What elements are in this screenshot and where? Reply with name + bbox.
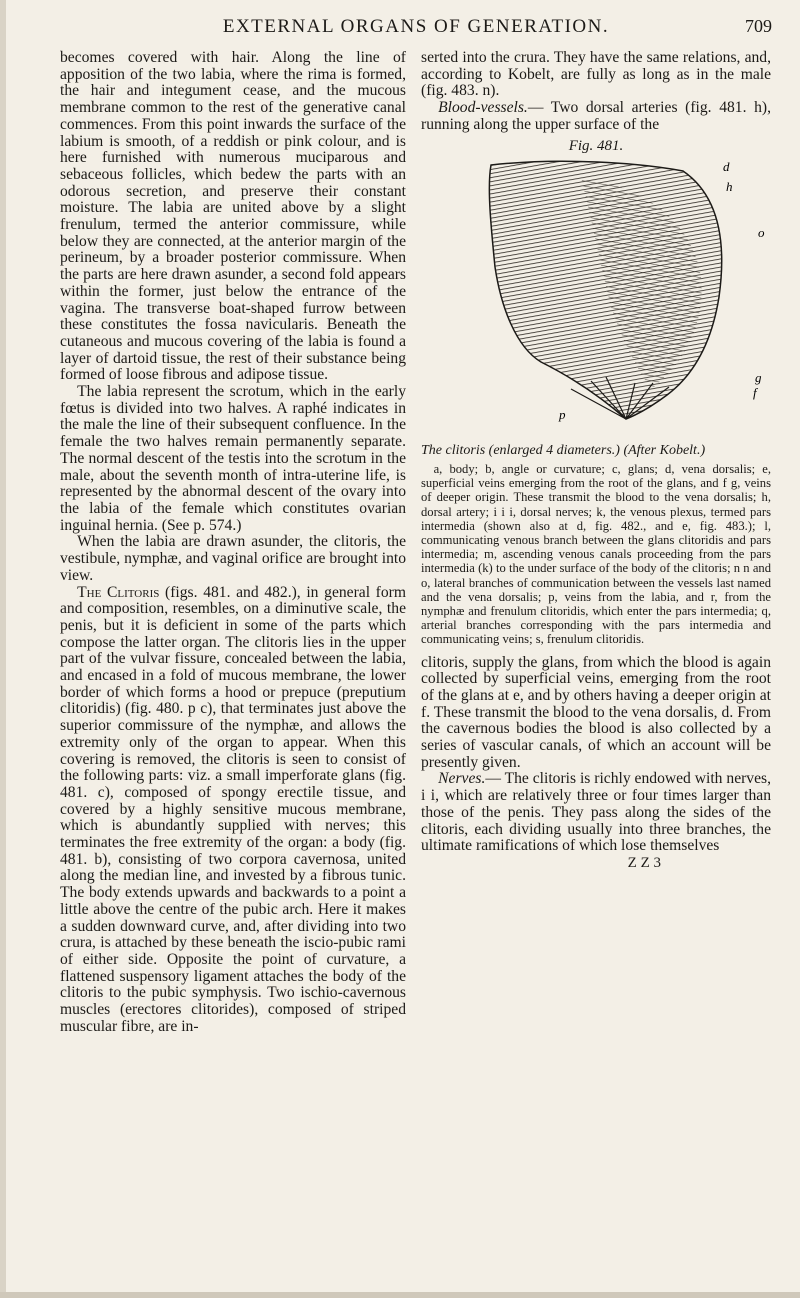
figure-letter-h: h (726, 179, 733, 195)
figure-letter-o: o (758, 225, 765, 241)
page-left-edge (0, 0, 6, 1298)
signature-mark: Z Z 3 (627, 855, 661, 871)
paragraph-labia-surface: becomes covered with hair. Along the line of apposition of the two labia, where the rima is formed, the hair and integument cease, and the mucous membrane common to the rest of the generative canal commences. From this point inwards the surface of the labium is smooth, of a reddish or pink colour, and is here furnished with numerous muciparous and sebaceous follicles, which bedew the parts with an odorous secretion, and preserve their constant moisture. The labia are united above by a slight frenulum, termed the anterior commissure, while below they are connected, at the anterior margin of the perineum, by a broader posterior commissure. When the parts are here drawn asunder, a second fold appears within the former, just below the entrance of the vagina. The transverse boat-shaped furrow between these constitutes the fossa navicularis. Beneath the cutaneous and mucous covering of the labia is found a layer of dartoid tissue, the rest of their substance being formed of loose fibrous and adipose tissue. (60, 49, 406, 384)
section-lead-clitoris: The Clitoris (77, 583, 160, 601)
paragraph-blood-vessels-text: — Two dorsal arteries (fig. 481. h), running along the upper surface of the (421, 99, 771, 133)
figure-caption: a, body; b, angle or curvature; c, glans; d, vena dorsalis; e, superficial veins emerging from the root of the glans, and f g, veins of deeper origin. These transmit the blood to the vena dorsalis; h, dorsal artery; i i i, dorsal nerves; k, the venous plexus, termed pars intermedia (shown also at d, fig. 482., and e, fig. 483.); l, communicating venous branch between the glans clitoridis and pars intermedia; m, ascending venous canals proceeding from the pars intermedia (k) to the under surface of the body of the clitoris; n n and o, lateral branches of communication between the vessels last named and the vena dorsalis; p, veins from the labia, and r, from the nymphæ and frenulum clitoridis, which enter the pars intermedia; q, arterial branches corresponding with the pars intermedia and communicating veins; s, frenulum clitoridis. (421, 461, 771, 647)
figure-label: Fig. 481. (568, 137, 624, 154)
clitoris-engraving (421, 157, 771, 433)
section-lead-nerves: Nerves. (438, 770, 486, 788)
page-number: 709 (745, 16, 772, 36)
figure-letter-f: f (753, 385, 757, 401)
page-bottom-edge (0, 1292, 800, 1298)
figure-caption-title (421, 443, 771, 460)
figure-letter-d: d (723, 159, 730, 175)
paragraph-scrotum-homology: The labia represent the scrotum, which in the early fœtus is divided into two halves. A raphé indicates in the male the line of their subsequent confluence. In the female the two halves remain permanently separate. The normal descent of the testis into the scrotum in the male, about the seventh month of intra-uterine life, is represented by the abnormal descent of the ovary into the labia of the female which constitutes ovarian inguinal hernia. (See p. 574.) (60, 383, 406, 534)
running-header: EXTERNAL ORGANS OF GENERATION. (222, 16, 610, 37)
paragraph-nerves (421, 771, 771, 855)
section-lead-blood-vessels: Blood-vessels. (438, 99, 528, 117)
paragraph-labia-drawn: When the labia are drawn asunder, the clitoris, the vestibule, nymphæ, and vaginal orifice are brought into view. (60, 533, 407, 584)
paragraph-glans-supply: clitoris, supply the glans, from which the blood is again collected by superficial veins, emerging from the root of the glans at e, and by others having a deeper origin at f. These transmit the blood to the vena dorsalis, d. From the cavernous bodies the blood is also collected by a series of vascular canals, of which an account will be presently given. (421, 653, 771, 771)
paragraph-nerves-text: — The clitoris is richly endowed with nerves, i i, which are relatively three or four times larger than those of the penis. They pass along the sides of the clitoris, each dividing usually into three branches, the ultimate ramifications of which lose themselves (421, 770, 771, 855)
paragraph-clitoris-text: (figs. 481. and 482.), in general form and composition, resembles, on a diminutive scale, the penis, but it is deficient in some of the parts which compose the latter organ. The clitoris lies in the upper part of the vulvar fissure, concealed between the labia, and encased in a fold of mucous membrane, the lower border of which forms a hood or prepuce (preputium clitoridis) (fig. 480. p c), that terminates just above the superior commissure of the nymphæ, and allows the extremity only of the organ to appear. When this covering is removed, the clitoris is seen to consist of the following parts: viz. a small imperforate glans (fig. 481. c), composed of spongy erectile tissue, and covered by a highly sensitive mucous membrane, which is abundantly supplied with nerves; this terminates the free extremity of the organ: a body (fig. 481. b), consisting of two corpora cavernosa, united along the median line, and invested by a fibrous tunic. The body extends upwards and backwards to a point a little above the centre of the pubic arch. Here it makes a sudden downward curve, and, after dividing into two crura, is attached by these beneath the iscio-pubic rami of either side. Opposite the point of curvature, a flattened suspensory ligament attaches the body of the clitoris to the pubic symphysis. Two ischio-cavernous muscles (erectores clitorides), composed of striped muscular fibre, are in- (60, 583, 406, 1035)
paragraph-crura: serted into the crura. They have the same relations, and, according to Kobelt, are fully as long as in the male (fig. 483. n). (421, 49, 771, 100)
paragraph-clitoris (60, 585, 406, 1036)
figure-letter-g: g (755, 370, 762, 386)
left-column (60, 50, 406, 1035)
right-column (421, 50, 771, 872)
caption-title-text: The clitoris (enlarged 4 diameters.) (After Kobelt.) (421, 443, 706, 459)
paragraph-blood-vessels (421, 100, 771, 133)
figure-481-illustration (421, 157, 771, 433)
figure-letter-p: p (559, 407, 566, 423)
